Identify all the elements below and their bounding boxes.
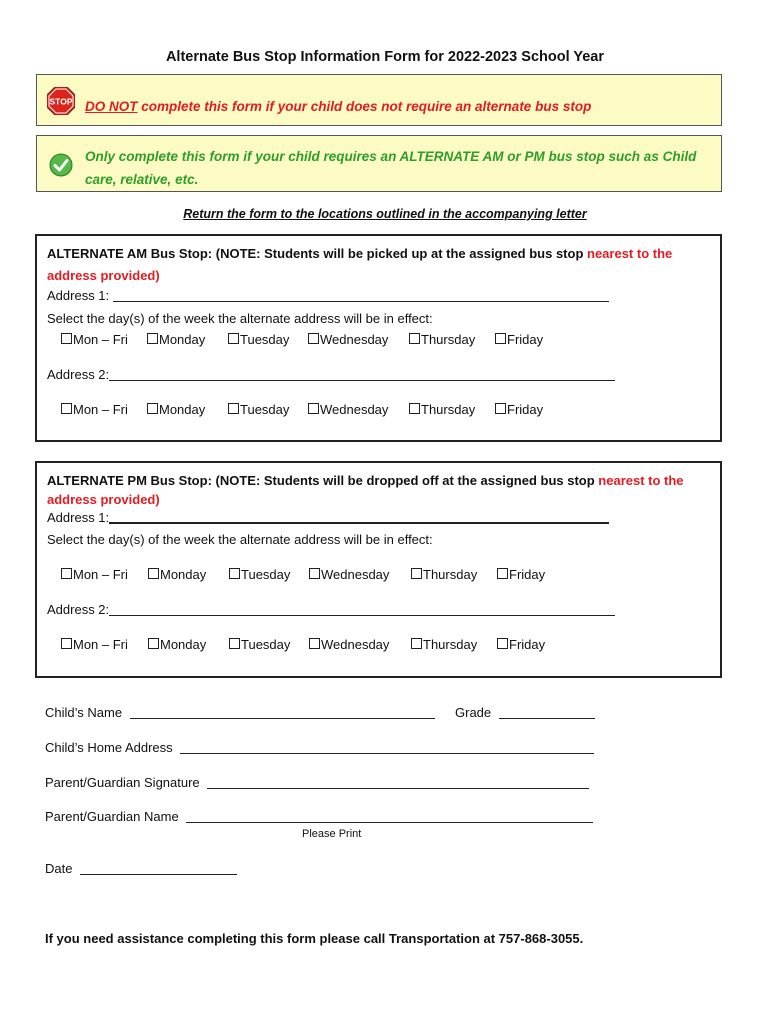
stop-notice-text: complete this form if your child does not require an alternate bus stop bbox=[137, 99, 592, 114]
am-section bbox=[35, 234, 722, 442]
am1-tuesday-checkbox[interactable]: Tuesday bbox=[228, 332, 289, 347]
please-print-note: Please Print bbox=[302, 828, 362, 840]
am-address2-label: Address 2: bbox=[47, 367, 110, 382]
svg-text:STOP: STOP bbox=[49, 96, 73, 107]
form-title: Alternate Bus Stop Information Form for 2022-2023 School Year bbox=[165, 49, 605, 65]
pm-select-days-label: Select the day(s) of the week the alternate address will be in effect: bbox=[47, 532, 433, 547]
pm2-thursday-checkbox[interactable]: Thursday bbox=[411, 637, 477, 652]
signature-label: Parent/Guardian Signature bbox=[45, 775, 200, 790]
am-select-days-label: Select the day(s) of the week the alternate address will be in effect: bbox=[47, 311, 433, 326]
am-heading: ALTERNATE AM Bus Stop: (NOTE: Students will be picked up at the assigned bus stop bbox=[47, 246, 588, 261]
child-name-label: Child’s Name bbox=[45, 705, 123, 720]
pm2-mon-fri-checkbox[interactable]: Mon – Fri bbox=[61, 637, 128, 652]
ok-notice bbox=[36, 135, 722, 192]
do-not-text: DO NOT bbox=[85, 99, 138, 114]
pm-address1-field[interactable] bbox=[109, 510, 609, 524]
home-address-field[interactable] bbox=[180, 741, 594, 754]
stop-sign-icon bbox=[47, 87, 75, 115]
pm-address1-label: Address 1: bbox=[47, 510, 110, 525]
am1-thursday-checkbox[interactable]: Thursday bbox=[409, 332, 475, 347]
grade-field[interactable] bbox=[499, 706, 595, 719]
signature-field[interactable] bbox=[207, 776, 589, 789]
guardian-name-label: Parent/Guardian Name bbox=[45, 809, 179, 824]
pm1-mon-fri-checkbox[interactable]: Mon – Fri bbox=[61, 567, 128, 582]
assistance-footer: If you need assistance completing this form please call Transportation at 757-868-3055. bbox=[45, 931, 584, 946]
am-address2-field[interactable] bbox=[109, 368, 615, 381]
am1-monday-checkbox[interactable]: Monday bbox=[147, 332, 205, 347]
am1-friday-checkbox[interactable]: Friday bbox=[495, 332, 543, 347]
am2-wednesday-checkbox[interactable]: Wednesday bbox=[308, 402, 388, 417]
pm-heading: ALTERNATE PM Bus Stop: (NOTE: Students will be dropped off at the assigned bus stop bbox=[47, 473, 599, 488]
am-heading-note: nearest to the address provided) bbox=[47, 246, 673, 283]
am-address1-label: Address 1: bbox=[47, 288, 113, 303]
return-instruction: Return the form to the locations outlined in the accompanying letter bbox=[183, 207, 587, 221]
checkmark-icon bbox=[49, 153, 73, 177]
pm1-friday-checkbox[interactable]: Friday bbox=[497, 567, 545, 582]
date-field[interactable] bbox=[80, 862, 237, 875]
guardian-name-field[interactable] bbox=[186, 810, 593, 823]
am2-tuesday-checkbox[interactable]: Tuesday bbox=[228, 402, 289, 417]
am1-wednesday-checkbox[interactable]: Wednesday bbox=[308, 332, 388, 347]
pm1-tuesday-checkbox[interactable]: Tuesday bbox=[229, 567, 290, 582]
am2-thursday-checkbox[interactable]: Thursday bbox=[409, 402, 475, 417]
stop-notice bbox=[36, 74, 722, 126]
pm-section bbox=[35, 461, 722, 678]
am1-mon-fri-checkbox[interactable]: Mon – Fri bbox=[61, 332, 128, 347]
child-name-field[interactable] bbox=[130, 706, 435, 719]
am2-friday-checkbox[interactable]: Friday bbox=[495, 402, 543, 417]
am2-mon-fri-checkbox[interactable]: Mon – Fri bbox=[61, 402, 128, 417]
pm2-monday-checkbox[interactable]: Monday bbox=[148, 637, 206, 652]
pm1-monday-checkbox[interactable]: Monday bbox=[148, 567, 206, 582]
ok-notice-text: Only complete this form if your child requires an ALTERNATE AM or PM bus stop such as Child care, relative, etc. bbox=[85, 149, 697, 187]
pm-heading-note: nearest to the address provided) bbox=[47, 473, 684, 507]
pm1-thursday-checkbox[interactable]: Thursday bbox=[411, 567, 477, 582]
home-address-label: Child’s Home Address bbox=[45, 740, 173, 755]
am2-monday-checkbox[interactable]: Monday bbox=[147, 402, 205, 417]
pm2-wednesday-checkbox[interactable]: Wednesday bbox=[309, 637, 389, 652]
grade-label: Grade bbox=[455, 705, 492, 720]
pm2-tuesday-checkbox[interactable]: Tuesday bbox=[229, 637, 290, 652]
pm-address2-label: Address 2: bbox=[47, 602, 110, 617]
am-address1-field[interactable] bbox=[113, 289, 609, 302]
pm1-wednesday-checkbox[interactable]: Wednesday bbox=[309, 567, 389, 582]
date-label: Date bbox=[45, 861, 73, 876]
pm-address2-field[interactable] bbox=[109, 603, 615, 616]
pm2-friday-checkbox[interactable]: Friday bbox=[497, 637, 545, 652]
